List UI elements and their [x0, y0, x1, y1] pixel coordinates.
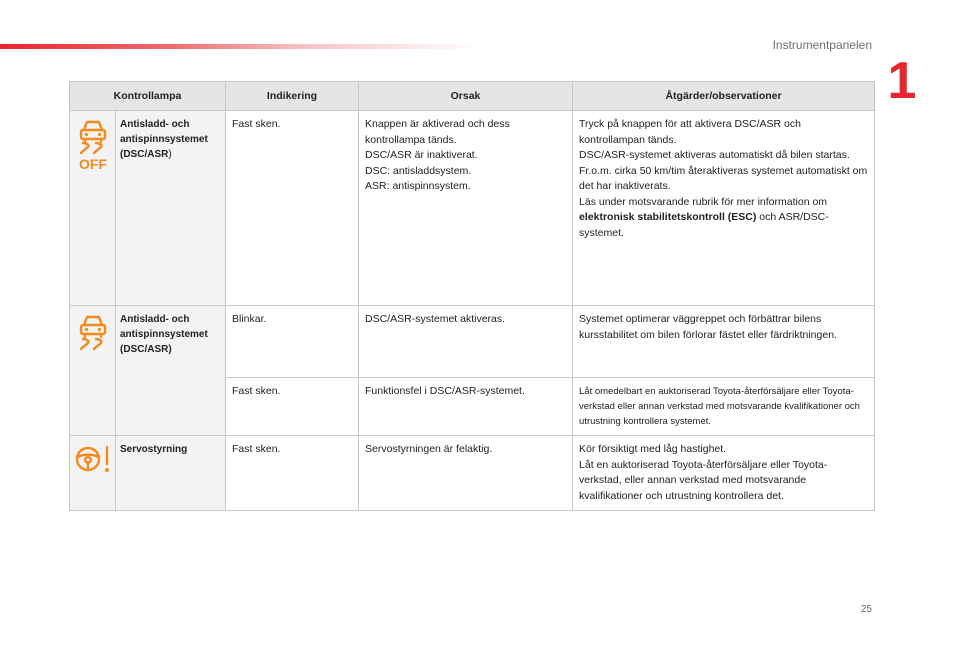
table-row: [70, 111, 875, 306]
indication-cell: Blinkar.: [226, 306, 359, 378]
lamp-name-cell: Antisladd- och antispinnsystemet (DSC/ASR): [116, 306, 226, 436]
cause-cell: Funktionsfel i DSC/ASR-systemet.: [359, 378, 573, 436]
page-number: 25: [860, 604, 872, 615]
indication-cell: Fast sken.: [226, 378, 359, 436]
lamp-icon-cell: [70, 111, 116, 306]
lamp-icon-cell: [70, 436, 116, 511]
cause-cell: DSC/ASR-systemet aktiveras.: [359, 306, 573, 378]
header-accent-bar: [0, 44, 480, 49]
svg-text:OFF: OFF: [78, 156, 107, 172]
lamp-name-cell: Servostyrning: [116, 436, 226, 511]
action-cell: Låt omedelbart en auktoriserad Toyota-återförsäljare eller Toyota-verkstad eller annan verkstad med motsvarande kvalifikationer och utrustning kontrollera systemet.: [573, 378, 875, 436]
indication-cell: Fast sken.: [226, 111, 359, 306]
lamp-icon-cell: [70, 306, 116, 436]
chapter-number: [887, 52, 917, 110]
warning-lamp-table: [69, 81, 875, 511]
column-header-actions: Åtgärder/observationer: [573, 82, 875, 111]
action-cell: Kör försiktigt med låg hastighet. Låt en auktoriserad Toyota-återförsäljare eller Toyota-verkstad, eller annan verkstad med motsvarande kvalifikationer och utrustning kontrollera det.: [573, 436, 875, 511]
action-cell: Tryck på knappen för att aktivera DSC/ASR och kontrollampan tänds. DSC/ASR-systemet aktiveras automatiskt då bilen startas. Fr.o.m. cirka 50 km/tim återaktiveras systemet automatiskt om det har inaktiverats. Läs under motsvarande rubrik för mer information om elektronisk stabilitetskontroll (ESC) och ASR/DSC-systemet.: [573, 111, 875, 306]
column-header-lamp: Kontrollampa: [70, 82, 226, 111]
action-cell: Systemet optimerar väggreppet och förbättrar bilens kursstabilitet om bilen förlorar fästet eller färdriktningen.: [573, 306, 875, 378]
column-header-indication: Indikering: [226, 82, 359, 111]
svg-text:1: 1: [887, 52, 917, 110]
table-header-row: [70, 82, 875, 111]
table-row: [70, 306, 875, 378]
table-row: [70, 436, 875, 511]
cause-cell: Servostyrningen är felaktig.: [359, 436, 573, 511]
cause-cell: Knappen är aktiverad och dess kontrollampa tänds. DSC/ASR är inaktiverat. DSC: antisladdsystem. ASR: antispinnsystem.: [359, 111, 573, 306]
skid-car-off-icon: [74, 117, 112, 171]
lamp-name-cell: Antisladd- och antispinnsystemet (DSC/ASR): [116, 111, 226, 306]
skid-car-icon: [74, 312, 112, 352]
indication-cell: Fast sken.: [226, 436, 359, 511]
steering-wheel-warning-icon: [73, 442, 113, 476]
column-header-cause: Orsak: [359, 82, 573, 111]
section-title: Instrumentpanelen: [772, 38, 872, 52]
